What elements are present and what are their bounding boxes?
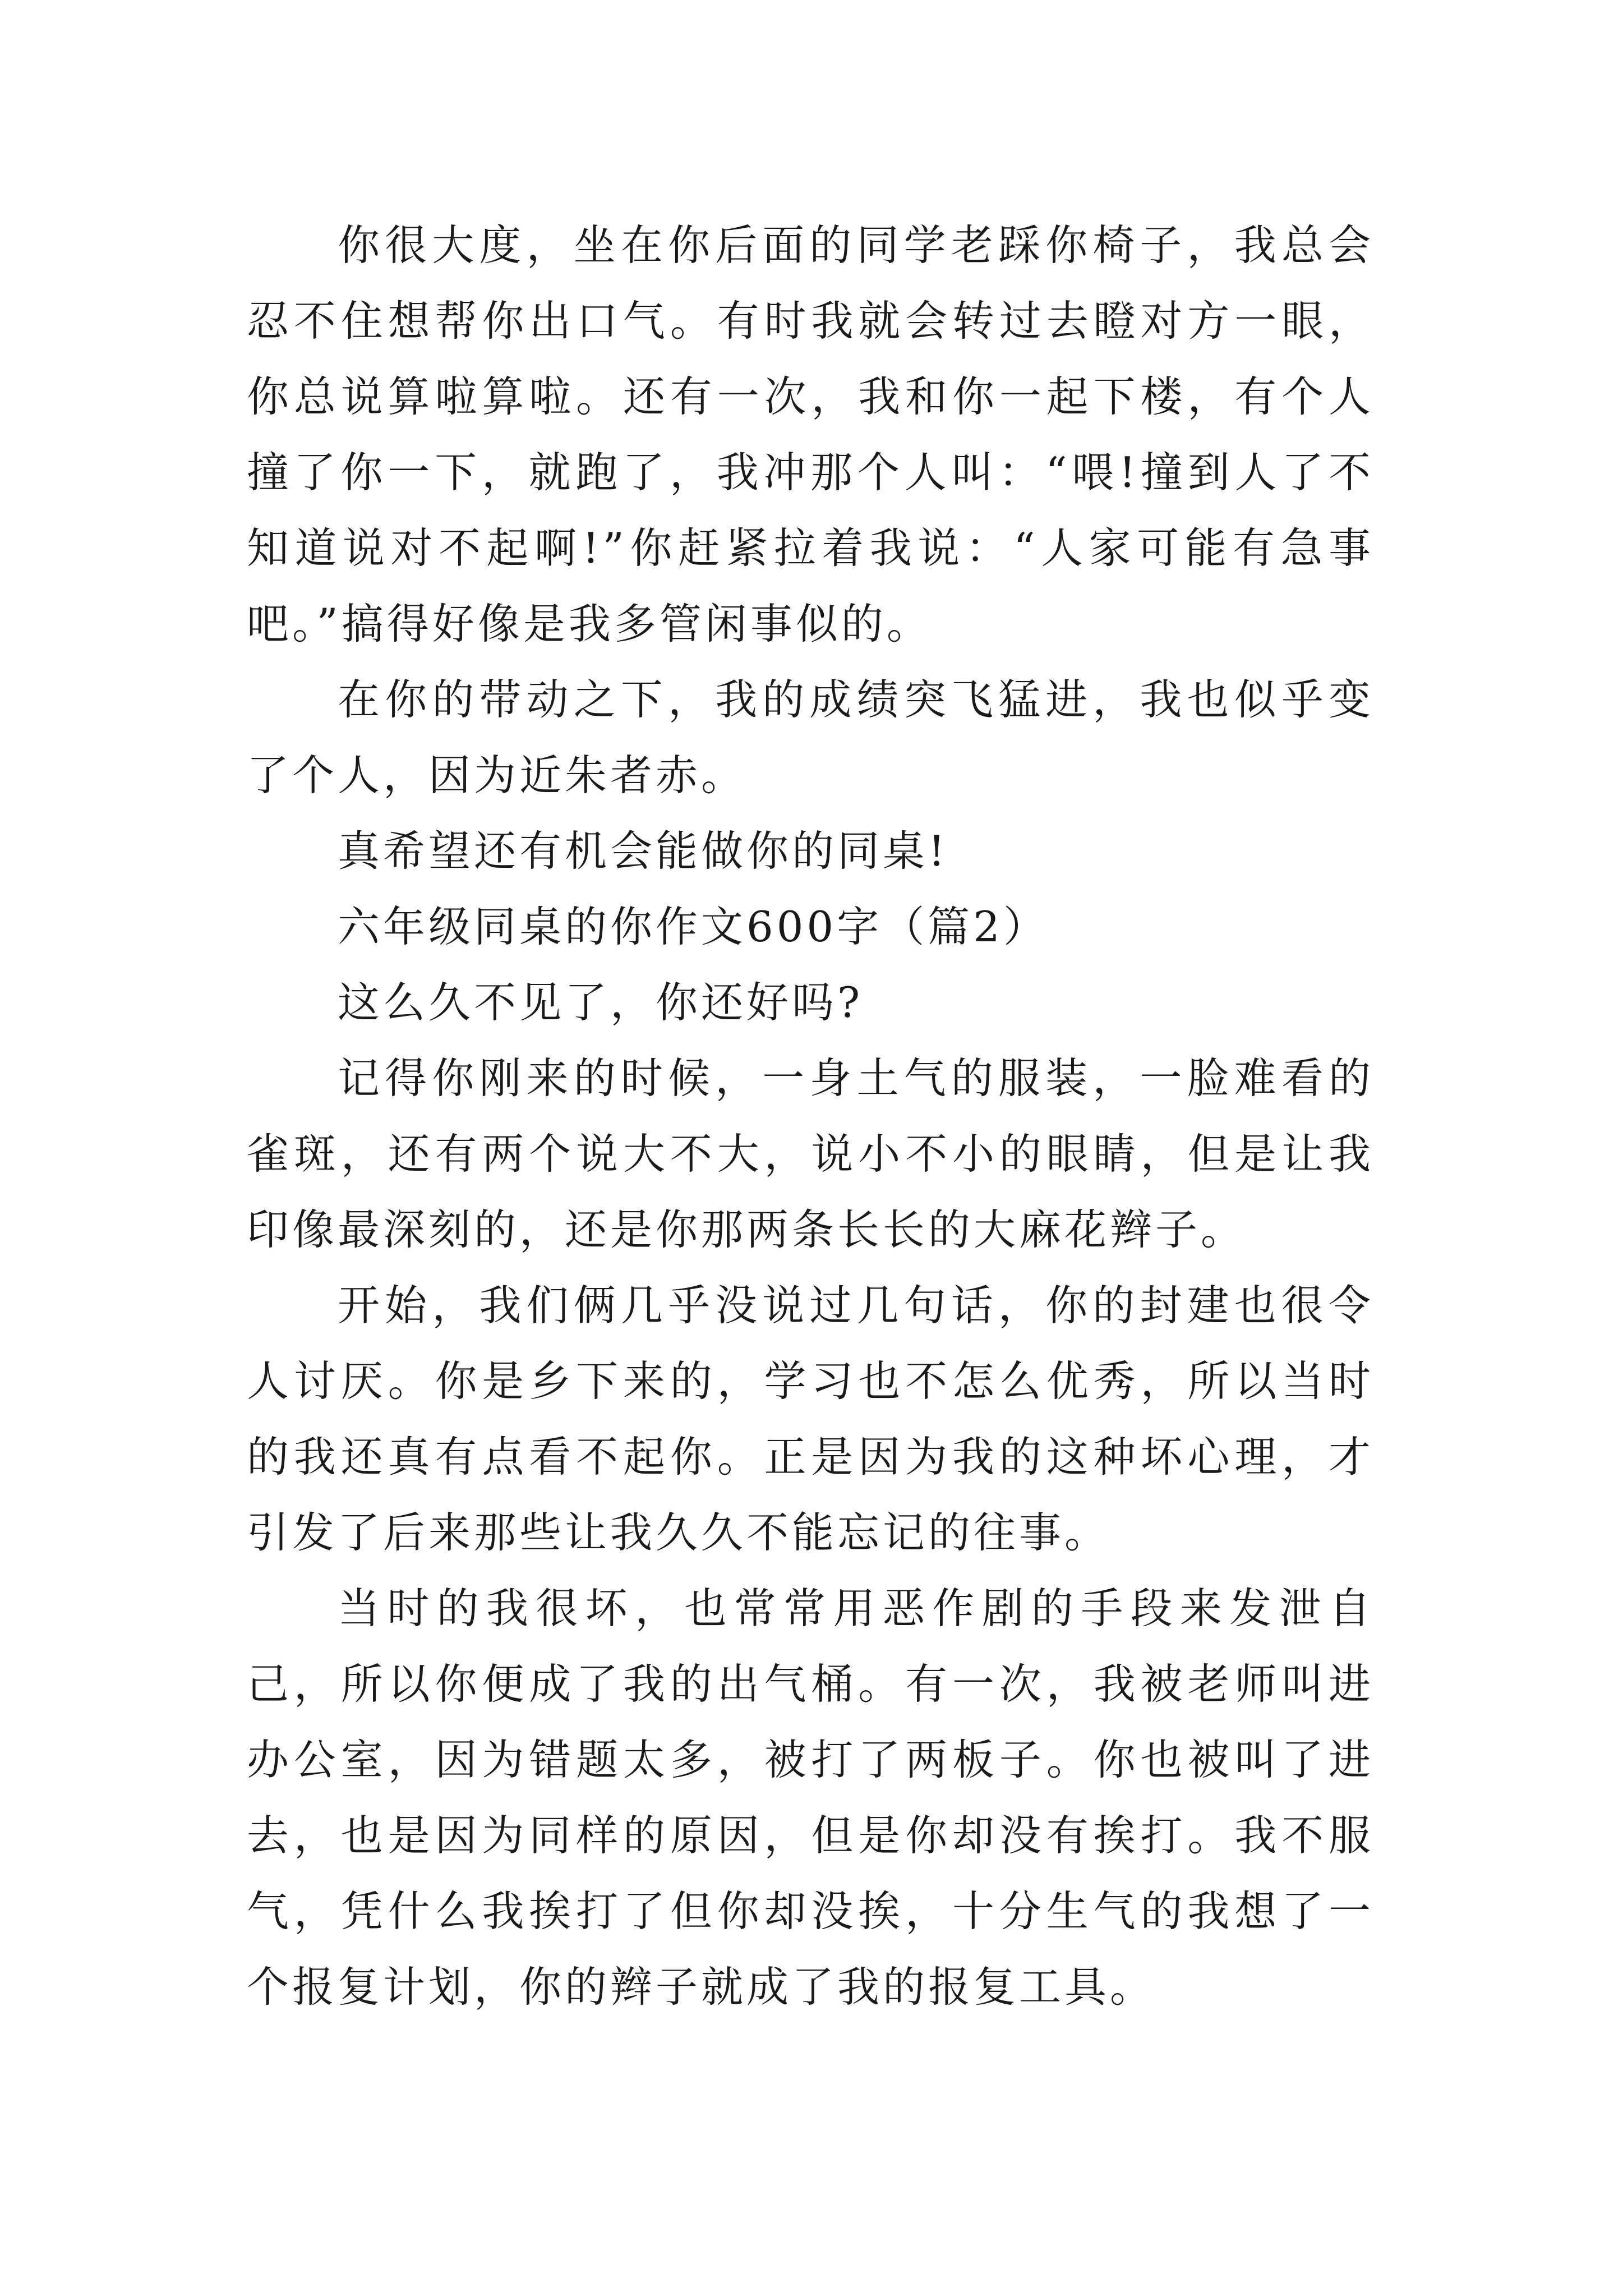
paragraph: 记得你刚来的时候，一身土气的服装，一脸难看的雀斑，还有两个说大不大，说小不小的眼睛，但是让我印像最深刻的，还是你那两条长长的大麻花辫子。 [247, 1053, 1374, 1254]
paragraph: 这么久不见了，你还好吗? [338, 978, 864, 1027]
section-heading: 六年级同桌的你作文600字（篇2） [338, 902, 1049, 951]
paragraph: 在你的带动之下，我的成绩突飞猛进，我也似乎变了个人，因为近朱者赤。 [247, 675, 1374, 800]
paragraph: 开始，我们俩几乎没说过几句话，你的封建也很令人讨厌。你是乡下来的，学习也不怎么优秀，所以当时的我还真有点看不起你。正是因为我的这种坏心理，才引发了后来那些让我久久不能忘记的往事。 [247, 1281, 1374, 1557]
paragraph: 当时的我很坏，也常常用恶作剧的手段来发泄自己，所以你便成了我的出气桶。有一次，我被老师叫进办公室，因为错题太多，被打了两板子。你也被叫了进去，也是因为同样的原因，但是你却没有挨打。我不服气，凭什么我挨打了但你却没挨，十分生气的我想了一个报复计划，你的辫子就成了我的报复工具。 [247, 1584, 1374, 2012]
paragraph: 你很大度，坐在你后面的同学老踩你椅子，我总会忍不住想帮你出口气。有时我就会转过去瞪对方一眼，你总说算啦算啦。还有一次，我和你一起下楼，有个人撞了你一下，就跑了，我冲那个人叫：“喂!撞到人了不知道说对不起啊!”你赶紧拉着我说：“人家可能有急事吧。”搞得好像是我多管闲事似的。 [247, 220, 1374, 648]
document-body [247, 208, 1374, 2025]
paragraph: 真希望还有机会能做你的同桌! [338, 826, 949, 876]
